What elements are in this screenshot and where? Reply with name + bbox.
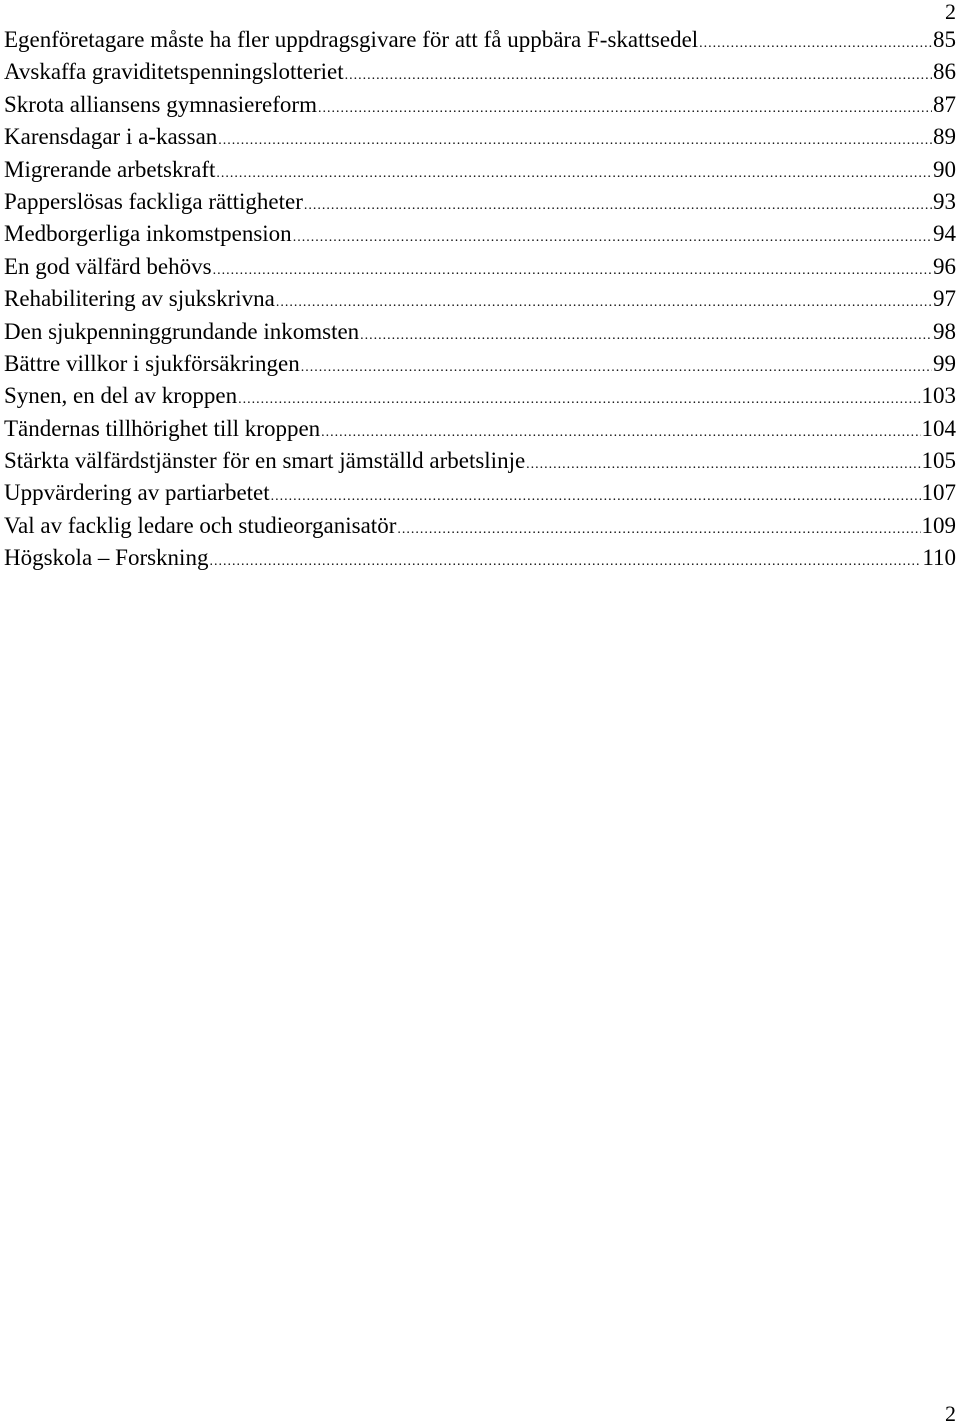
- toc-entry-title: Migrerande arbetskraft: [4, 156, 216, 182]
- toc-dot-leader: [276, 287, 932, 319]
- toc-entry[interactable]: [4, 542, 956, 574]
- toc-entry-title: Val av facklig ledare och studieorganisatör: [4, 512, 397, 538]
- toc-dot-leader: [526, 449, 920, 481]
- toc-entry-page: 87: [933, 91, 956, 117]
- toc-entry[interactable]: [4, 477, 956, 509]
- toc-entry-page: 85: [933, 27, 956, 52]
- toc-entry-page: 97: [933, 286, 956, 312]
- toc-entry[interactable]: [4, 89, 956, 121]
- toc-entry-title: Tändernas tillhörighet till kroppen: [4, 415, 321, 441]
- toc-dot-leader: [238, 384, 920, 416]
- toc-entry-page: 90: [933, 156, 956, 182]
- toc-dot-leader: [321, 417, 920, 449]
- toc-dot-leader: [699, 28, 932, 60]
- toc-dot-leader: [360, 320, 932, 352]
- toc-entry[interactable]: [4, 218, 956, 250]
- toc-entry-title: Papperslösas fackliga rättigheter: [4, 188, 303, 214]
- toc-entry[interactable]: [4, 154, 956, 186]
- toc-entry-title: En god välfärd behövs: [4, 253, 212, 279]
- toc-entry-title: Högskola – Forskning: [4, 545, 209, 571]
- toc-entry-page: 93: [933, 188, 956, 214]
- toc-entry[interactable]: [4, 445, 956, 477]
- toc-entry-page: 86: [933, 59, 956, 85]
- toc-entry[interactable]: [4, 186, 956, 218]
- toc-entry[interactable]: [4, 348, 956, 380]
- toc-entry[interactable]: [4, 380, 956, 412]
- toc-dot-leader: [218, 125, 932, 157]
- toc-entry-page: 110: [922, 545, 956, 571]
- toc-entry-title: Egenföretagare måste ha fler uppdragsgivare för att få uppbära F-skattsedel: [4, 27, 699, 52]
- toc-entry-title: Avskaffa graviditetspenningslotteriet: [4, 59, 344, 85]
- toc-entry-title: Uppvärdering av partiarbetet: [4, 480, 270, 506]
- toc-dot-leader: [345, 60, 932, 92]
- toc-entry-title: Bättre villkor i sjukförsäkringen: [4, 350, 300, 376]
- toc-entry-page: 99: [933, 350, 956, 376]
- toc-entry-title: Medborgerliga inkomstpension: [4, 221, 292, 247]
- toc-entry[interactable]: [4, 510, 956, 542]
- toc-dot-leader: [271, 481, 921, 513]
- toc-entry-page: 107: [921, 480, 956, 506]
- toc-dot-leader: [318, 93, 932, 125]
- toc-entry[interactable]: [4, 121, 956, 153]
- toc-entry[interactable]: [4, 24, 956, 56]
- toc-entry-title: Den sjukpenninggrundande inkomsten: [4, 318, 360, 344]
- toc-dot-leader: [216, 158, 932, 190]
- toc-dot-leader: [213, 255, 932, 287]
- toc-entry[interactable]: [4, 251, 956, 283]
- toc-entry-title: Skrota alliansens gymnasiereform: [4, 91, 317, 117]
- toc-entry-title: Rehabilitering av sjukskrivna: [4, 286, 275, 312]
- toc-entry-page: 96: [933, 253, 956, 279]
- table-of-contents: [4, 24, 956, 575]
- toc-entry[interactable]: [4, 283, 956, 315]
- toc-dot-leader: [293, 222, 932, 254]
- toc-dot-leader: [304, 190, 932, 222]
- toc-entry-page: 103: [921, 383, 956, 409]
- toc-entry-page: 109: [921, 512, 956, 538]
- toc-entry[interactable]: [4, 316, 956, 348]
- page-number-top: 2: [945, 0, 956, 24]
- toc-entry-page: 98: [933, 318, 956, 344]
- toc-dot-leader: [209, 546, 921, 578]
- toc-entry-page: 105: [921, 448, 956, 474]
- toc-entry-page: 89: [933, 124, 956, 150]
- toc-entry-page: 94: [933, 221, 956, 247]
- toc-entry[interactable]: [4, 413, 956, 445]
- toc-entry-title: Synen, en del av kroppen: [4, 383, 238, 409]
- toc-dot-leader: [301, 352, 932, 384]
- toc-entry-title: Karensdagar i a-kassan: [4, 124, 218, 150]
- toc-entry[interactable]: [4, 56, 956, 88]
- toc-entry-title: Stärkta välfärdstjänster för en smart jämställd arbetslinje: [4, 448, 526, 474]
- toc-dot-leader: [397, 514, 920, 546]
- page-number-bottom: 2: [945, 1401, 956, 1426]
- toc-entry-page: 104: [921, 415, 956, 441]
